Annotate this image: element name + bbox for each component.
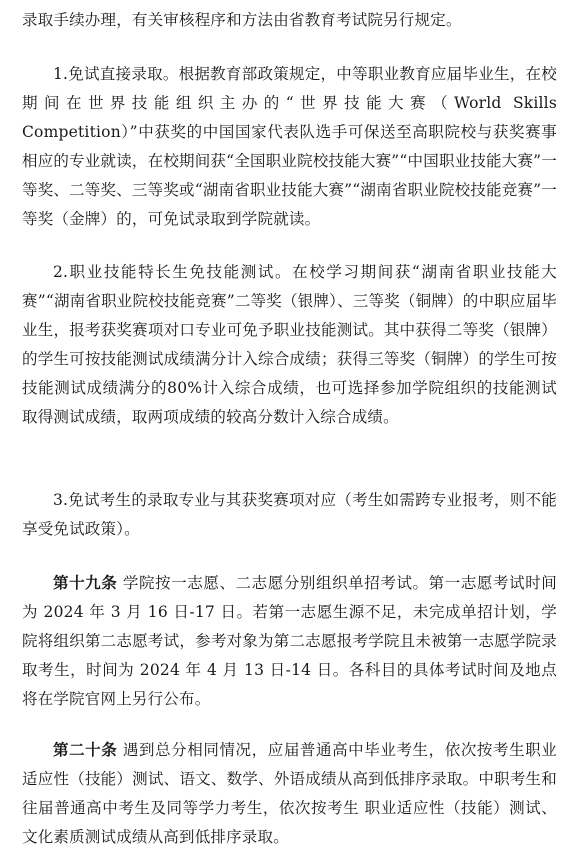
paragraph-article-20 [22,735,557,852]
article-19-body: 学院按一志愿、二志愿分别组织单招考试。第一志愿考试时间为 2024 年 3 月 16 日-17 日。若第一志愿生源不足，未完成单招计划，学院将组织第二志愿考试，参考对象为第二志愿报考学院且未被第一志愿学院录取考生，时间为 2024 年 4 月 13 日-14 日。各科目的具体考试时间及地点将在学院官网上另行公布。 [22,574,557,708]
paragraph-exempt-major-match: 3.免试考生的录取专业与其获奖赛项对应（考生如需跨专业报考，则不能享受免试政策）。 [22,491,557,538]
paragraph-skill-test-exemption: 2.职业技能特长生免技能测试。在校学习期间获“湖南省职业技能大赛”“湖南省职业院校技能竞赛”二等奖（银牌）、三等奖（铜牌）的中职应届毕业生，报考获奖赛项对口专业可免予职业技能测试。其中获得二等奖（银牌）的学生可按技能测试成绩满分计入综合成绩；获得三等奖（铜牌）的学生可按技能测试成绩满分的80%计入综合成绩，也可选择参加学院组织的技能测试取得测试成绩，取两项成绩的较高分数计入综合成绩。 [22,263,557,426]
article-19-heading: 第十九条 [53,573,118,592]
paragraph-exempt-direct-admission: 1.免试直接录取。根据教育部政策规定，中等职业教育应届毕业生，在校期间在世界技能组织主办的“世界技能大赛（World Skills Competition）”中获奖的中国国家代表队选手可保送至高职院校与获奖赛事相应的专业就读，在校期间获“全国职业院校技能大赛”“中国职业技能大赛”一等奖、二等奖、三等奖或“湖南省职业技能大赛”“湖南省职业院校技能竞赛”一等奖（金牌）的，可免试录取到学院就读。 [22,65,557,228]
article-20-heading: 第二十条 [53,740,118,759]
article-20-body: 遇到总分相同情况，应届普通高中毕业考生，依次按考生职业适应性（技能）测试、语文、数学、外语成绩从高到低排序录取。中职考生和往届普通高中考生及同等学力考生，依次按考生 职业适应性（技能）测试、文化素质测试成绩从高到低排序录取。 [22,741,557,846]
paragraph-admission-procedure: 录取手续办理，有关审核程序和方法由省教育考试院另行规定。 [22,11,462,29]
paragraph-article-19 [22,568,557,714]
